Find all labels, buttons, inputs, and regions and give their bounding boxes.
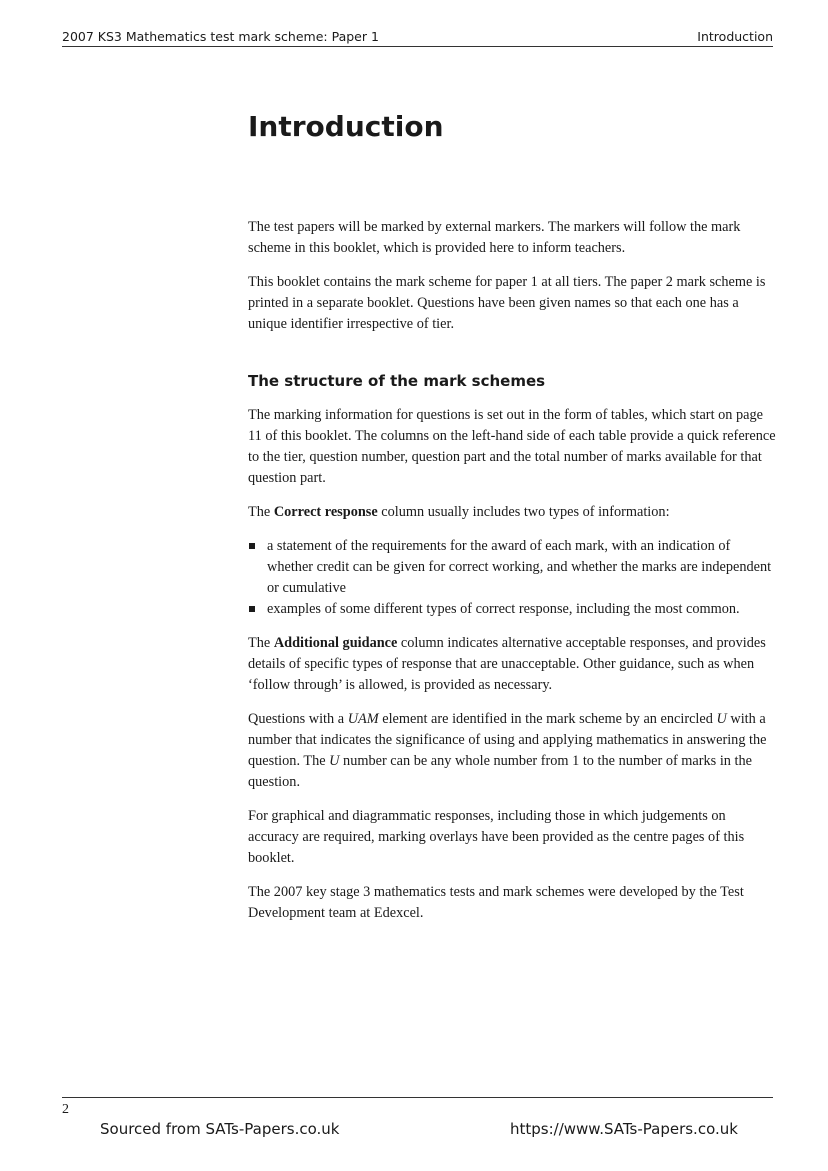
additional-guidance-paragraph: The Additional guidance column indicates alternative acceptable responses, and provides details of specific types of response that are unacceptable. Other guidance, such as when ‘follow through’ is allowed, is provided as necessary. — [248, 635, 766, 693]
square-bullet-icon — [249, 606, 255, 612]
development-paragraph: The 2007 key stage 3 mathematics tests and mark schemes were developed by the Test Development team at Edexcel. — [248, 884, 744, 921]
list-item: a statement of the requirements for the award of each mark, with an indication of whether credit can be given for correct working, and whether the marks are independent or cumulative — [248, 536, 778, 599]
intro-paragraph-1: The test papers will be marked by external markers. The markers will follow the mark scheme in this booklet, which is provided here to inform teachers. — [248, 219, 741, 256]
running-header-section: Introduction — [697, 29, 773, 44]
header-divider — [62, 46, 773, 47]
structure-paragraph: The marking information for questions is set out in the form of tables, which start on page 11 of this booklet. The columns on the left-hand side of each table provide a quick reference to the tier, question number, question part and the total number of marks available for that question part. — [248, 407, 776, 486]
running-header-title: 2007 KS3 Mathematics test mark scheme: Paper 1 — [62, 29, 379, 44]
intro-paragraph-2: This booklet contains the mark scheme for paper 1 at all tiers. The paper 2 mark scheme is printed in a separate booklet. Questions have been given names so that each one has a unique identifier irrespective of tier. — [248, 274, 766, 332]
correct-response-term: Correct response — [273, 504, 378, 520]
uam-paragraph: Questions with a UAM element are identified in the mark scheme by an encircled U with a number that indicates the significance of using and applying mathematics in answering the question. The U number can be any whole number from 1 to the number of marks in the question. — [248, 711, 767, 790]
graphical-paragraph: For graphical and diagrammatic responses, including those in which judgements on accuracy are required, marking overlays have been provided as the centre pages of this booklet. — [248, 808, 745, 866]
body-text — [248, 217, 778, 937]
list-item: examples of some different types of correct response, including the most common. — [248, 599, 778, 620]
correct-response-paragraph: The Correct response column usually includes two types of information: — [248, 504, 670, 520]
source-credit: Sourced from SATs-Papers.co.uk — [100, 1120, 340, 1138]
bullet-list — [248, 536, 778, 620]
section-heading: The structure of the mark schemes — [248, 372, 546, 390]
additional-guidance-term: Additional guidance — [273, 635, 398, 651]
page-title: Introduction — [248, 110, 444, 143]
footer-divider — [62, 1097, 773, 1098]
page-number: 2 — [62, 1102, 69, 1117]
source-url: https://www.SATs-Papers.co.uk — [510, 1120, 738, 1138]
square-bullet-icon — [249, 543, 255, 549]
